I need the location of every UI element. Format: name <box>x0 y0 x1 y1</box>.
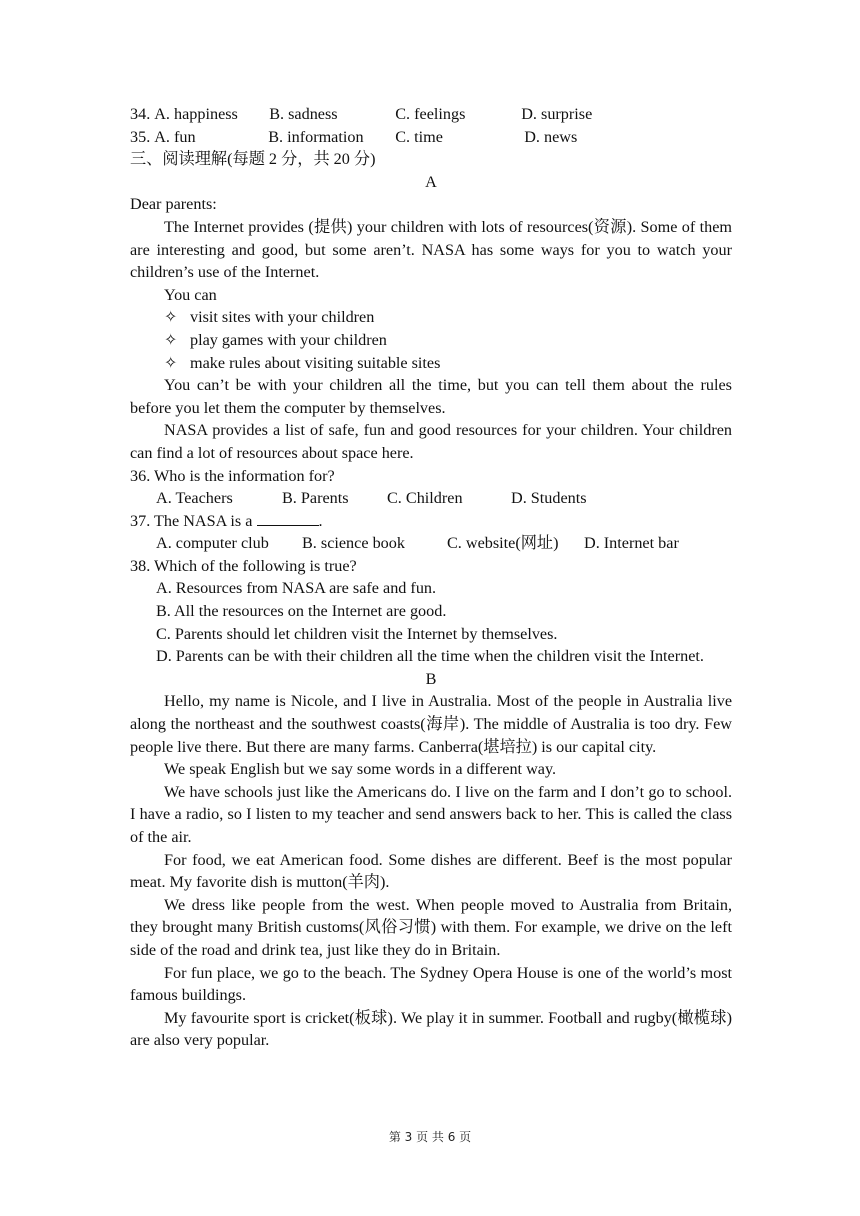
question-34-options <box>130 103 732 126</box>
option-d: D. Internet bar <box>584 534 679 553</box>
letter-greeting: Dear parents: <box>130 195 217 214</box>
option-b: B. science book <box>302 534 405 553</box>
option-b: B. All the resources on the Internet are good. <box>156 602 447 621</box>
passage-b-paragraph: For food, we eat American food. Some dishes are different. Beef is the most popular meat. My favorite dish is mutton(羊肉). <box>130 850 732 892</box>
bullet-item: ✧ visit sites with your children <box>130 306 732 329</box>
you-can-line: You can <box>164 285 217 304</box>
star-bullet-icon: ✧ <box>164 330 178 349</box>
star-bullet-icon: ✧ <box>164 308 178 327</box>
option-c: C. Children <box>387 489 463 508</box>
option-c: C. website(网址) <box>447 534 559 553</box>
passage-b-paragraph: For fun place, we go to the beach. The Sydney Opera House is one of the world’s most famous buildings. <box>130 963 732 1005</box>
passage-b-paragraph: Hello, my name is Nicole, and I live in Australia. Most of the people in Australia live along the northeast and the southwest coasts(海岸). The middle of Australia is too dry. Few people live there. But there are many farms. Canberra(堪培拉) is our capital city. <box>130 692 732 756</box>
passage-b-paragraph: We dress like people from the west. When people moved to Australia from Britain, they brought many British customs(风俗习惯) with them. For example, we drive on the left side of the road and drink tea, just like they do in Britain. <box>130 895 732 959</box>
question-37-stem: 37. The NASA is a . <box>130 511 323 530</box>
passage-b-paragraph: We speak English but we say some words in a different way. <box>164 760 557 779</box>
option-d: D. news <box>524 127 578 146</box>
passage-a-paragraph: You can’t be with your children all the time, but you can tell them about the rules before you let them the computer by themselves. <box>130 376 732 417</box>
passage-b-paragraph: My favourite sport is cricket(板球). We play it in summer. Football and rugby(橄榄球) are also very popular. <box>130 1008 732 1050</box>
question-number: 35. <box>130 127 151 146</box>
page-content <box>130 103 732 1052</box>
option-d: D. Parents can be with their children all the time when the children visit the Internet. <box>156 647 704 666</box>
option-a: A. fun <box>154 127 196 146</box>
section-heading: 三、阅读理解(每题 2 分，共 20 分) <box>130 150 376 169</box>
star-bullet-icon: ✧ <box>164 353 178 372</box>
question-36-stem: 36. Who is the information for? <box>130 466 335 485</box>
question-number: 34. <box>130 105 151 123</box>
passage-b-label: B <box>425 669 437 688</box>
option-b: B. Parents <box>282 489 349 508</box>
option-c: C. Parents should let children visit the Internet by themselves. <box>156 624 558 643</box>
option-a: A. Teachers <box>156 489 233 508</box>
passage-a-paragraph: The Internet provides (提供) your children with lots of resources(资源). Some of them are interesting and good, but some aren’t. NASA has some ways for you to watch your children’s use of the Internet. <box>130 217 732 282</box>
option-c: C. time <box>395 127 443 146</box>
option-a: A. happiness <box>154 105 238 123</box>
bullet-item: ✧ play games with your children <box>130 329 732 352</box>
bullet-item: ✧ make rules about visiting suitable sites <box>130 352 732 375</box>
option-d: D. Students <box>511 489 587 508</box>
passage-a-label: A <box>425 172 437 191</box>
question-38-stem: 38. Which of the following is true? <box>130 556 357 575</box>
passage-a-paragraph: NASA provides a list of safe, fun and good resources for your children. Your children can find a lot of resources about space here. <box>130 421 732 462</box>
question-36-options <box>130 487 732 510</box>
option-d: D. surprise <box>521 105 593 123</box>
option-b: B. information <box>268 127 364 146</box>
option-a: A. computer club <box>156 534 269 553</box>
question-37-options <box>130 532 732 555</box>
answer-blank <box>257 511 319 526</box>
question-35-options <box>130 126 732 149</box>
page-footer: 第 3 页 共 6 页 <box>388 1130 472 1144</box>
option-c: C. feelings <box>395 105 466 123</box>
option-a: A. Resources from NASA are safe and fun. <box>156 579 437 598</box>
passage-b-paragraph: We have schools just like the Americans do. I live on the farm and I don’t go to school. I have a radio, so I listen to my teacher and send answers back to her. This is called the class of the air. <box>130 782 732 846</box>
option-b: B. sadness <box>269 105 338 123</box>
